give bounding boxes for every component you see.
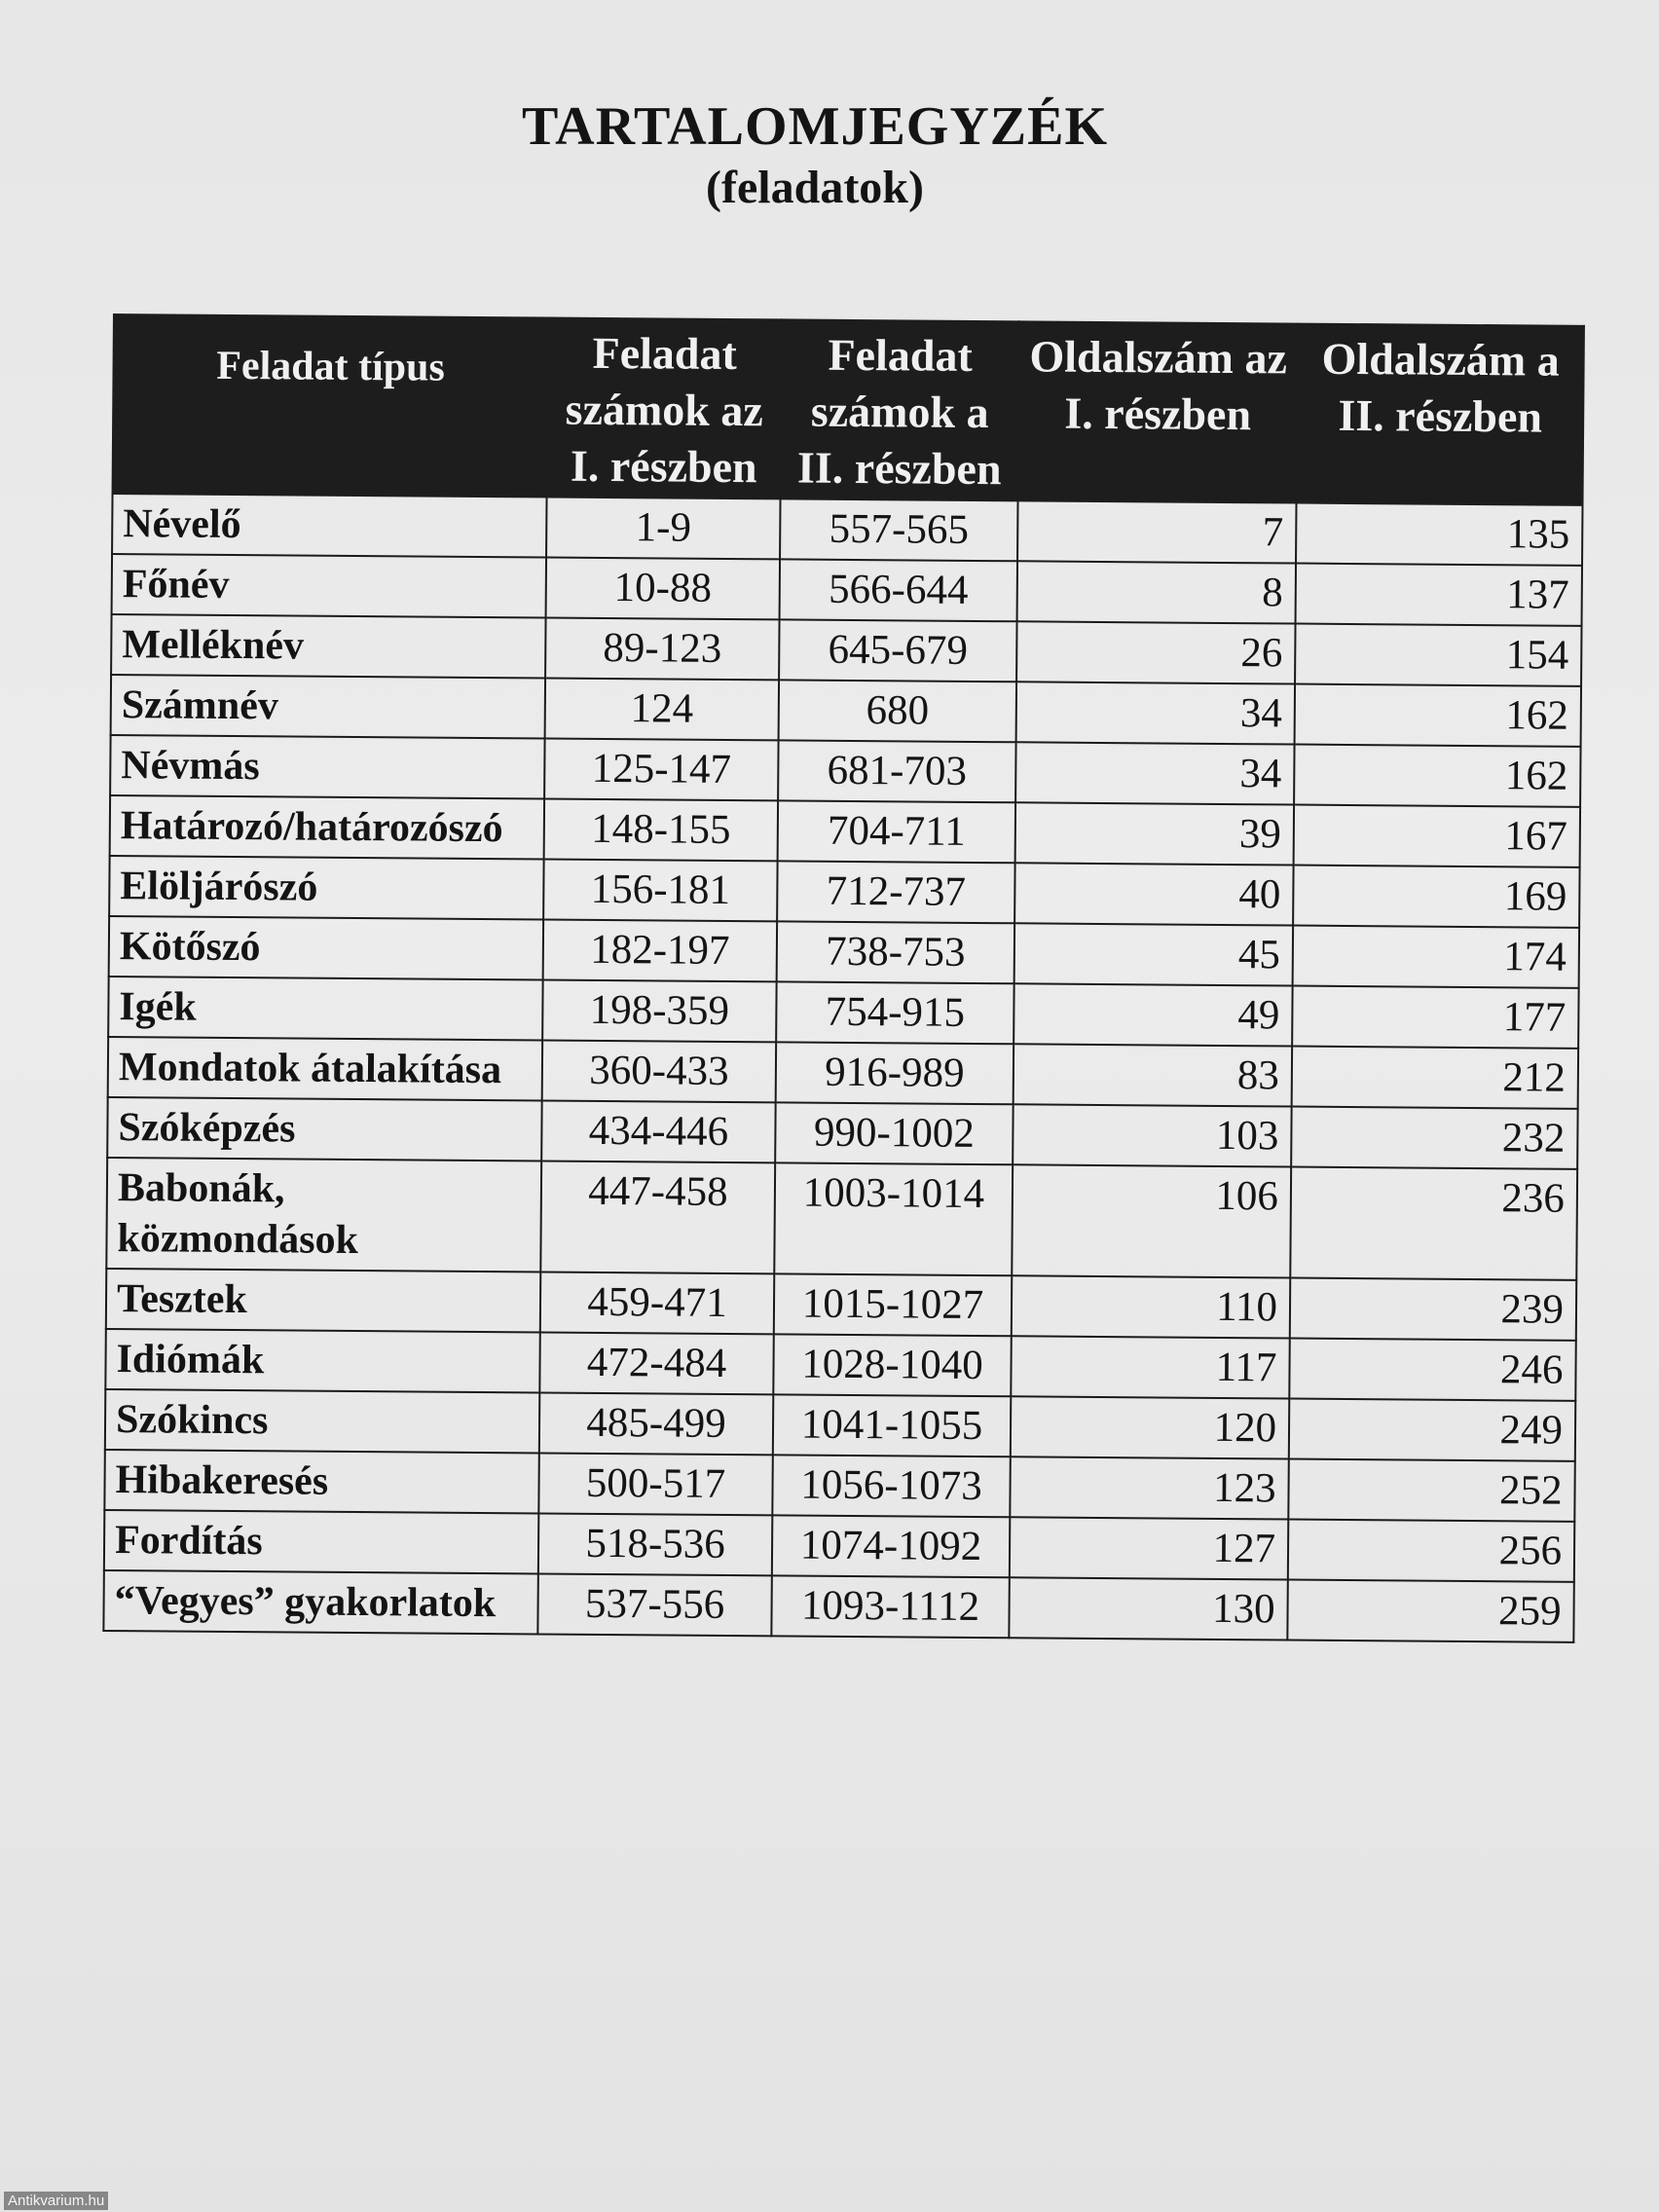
cell-task-type: Melléknév — [111, 614, 545, 679]
cell-page-part-2: 135 — [1296, 503, 1582, 566]
watermark: Antikvarium.hu — [4, 2192, 108, 2210]
table-row — [104, 1510, 1574, 1582]
cell-page-part-1: 45 — [1014, 923, 1293, 985]
cell-tasks-part-2: 1056-1073 — [772, 1455, 1010, 1517]
cell-tasks-part-2: 704-711 — [778, 800, 1015, 863]
cell-page-part-2: 249 — [1289, 1399, 1575, 1461]
cell-page-part-1: 120 — [1011, 1396, 1289, 1458]
cell-page-part-1: 34 — [1015, 742, 1294, 804]
cell-tasks-part-2: 1074-1092 — [772, 1515, 1010, 1577]
cell-page-part-1: 7 — [1017, 500, 1296, 563]
cell-page-part-2: 232 — [1291, 1107, 1577, 1169]
page-subtitle: (feladatok) — [706, 162, 924, 213]
cell-tasks-part-1: 537-556 — [537, 1573, 771, 1636]
cell-page-part-2: 259 — [1287, 1580, 1573, 1642]
cell-tasks-part-1: 89-123 — [545, 618, 779, 681]
table-row — [111, 614, 1581, 686]
cell-page-part-2: 177 — [1292, 986, 1578, 1049]
table-row — [109, 856, 1579, 928]
cell-tasks-part-1: 156-181 — [543, 859, 777, 921]
cell-tasks-part-1: 434-446 — [541, 1100, 775, 1162]
cell-task-type: Számnév — [111, 675, 545, 739]
cell-tasks-part-2: 712-737 — [777, 861, 1014, 923]
cell-tasks-part-2: 557-565 — [780, 498, 1017, 561]
table-row — [110, 735, 1580, 807]
table-row — [103, 1570, 1573, 1642]
cell-tasks-part-2: 566-644 — [780, 559, 1017, 621]
cell-page-part-1: 130 — [1009, 1577, 1287, 1640]
cell-page-part-1: 123 — [1010, 1456, 1288, 1519]
cell-tasks-part-1: 125-147 — [544, 738, 778, 800]
cell-tasks-part-2: 681-703 — [778, 740, 1015, 802]
cell-task-type: Szókincs — [105, 1389, 539, 1454]
cell-tasks-part-1: 485-499 — [539, 1392, 773, 1455]
cell-tasks-part-1: 198-359 — [542, 979, 776, 1042]
cell-task-type: Mondatok átalakítása — [108, 1037, 542, 1101]
cell-page-part-2: 252 — [1288, 1459, 1574, 1522]
cell-page-part-2: 154 — [1295, 624, 1581, 686]
header-page-part-1: Oldalszám az I. részben — [1018, 321, 1298, 502]
cell-page-part-1: 83 — [1014, 1044, 1292, 1106]
cell-page-part-2: 162 — [1294, 745, 1580, 807]
cell-task-type: Szóképzés — [107, 1097, 541, 1161]
cell-task-type: Elöljárószó — [109, 856, 543, 920]
cell-page-part-1: 34 — [1016, 682, 1295, 744]
cell-tasks-part-2: 1003-1014 — [774, 1162, 1013, 1275]
header-tasks-part-1: Feladat számok az I. részben — [547, 318, 782, 499]
cell-page-part-1: 40 — [1014, 863, 1293, 925]
cell-page-part-2: 162 — [1295, 684, 1581, 747]
cell-page-part-2: 167 — [1294, 805, 1580, 867]
table-row — [105, 1329, 1575, 1401]
cell-tasks-part-1: 459-471 — [540, 1272, 774, 1334]
cell-task-type: Tesztek — [106, 1269, 540, 1333]
cell-page-part-2: 137 — [1296, 564, 1582, 626]
cell-tasks-part-2: 1093-1112 — [771, 1575, 1009, 1638]
table-row — [111, 675, 1581, 747]
toc-table — [102, 313, 1585, 1643]
cell-page-part-1: 39 — [1015, 802, 1294, 865]
cell-tasks-part-2: 1028-1040 — [773, 1334, 1011, 1396]
cell-task-type: Igék — [108, 977, 542, 1041]
cell-page-part-1: 49 — [1014, 983, 1292, 1046]
cell-tasks-part-2: 990-1002 — [775, 1102, 1013, 1164]
cell-page-part-1: 117 — [1011, 1336, 1289, 1398]
cell-page-part-2: 256 — [1288, 1520, 1574, 1582]
table-row — [112, 554, 1582, 626]
cell-tasks-part-1: 447-458 — [540, 1161, 775, 1273]
cell-task-type: Névelő — [112, 494, 546, 558]
cell-tasks-part-1: 500-517 — [538, 1453, 772, 1515]
toc-table-body — [103, 494, 1582, 1642]
table-row — [110, 795, 1580, 867]
cell-task-type: Babonák, közmondások — [106, 1158, 541, 1272]
cell-tasks-part-2: 1015-1027 — [774, 1273, 1012, 1336]
header-row — [113, 314, 1584, 505]
table-row — [108, 1037, 1578, 1109]
cell-page-part-2: 246 — [1289, 1339, 1575, 1401]
cell-tasks-part-1: 518-536 — [538, 1513, 772, 1575]
header-page-part-2: Oldalszám a II. részben — [1297, 324, 1584, 505]
header-task-type: Feladat típus — [113, 314, 548, 497]
cell-tasks-part-2: 645-679 — [779, 619, 1016, 682]
cell-page-part-2: 236 — [1290, 1167, 1577, 1280]
table-row — [107, 1097, 1577, 1169]
cell-page-part-1: 103 — [1013, 1104, 1291, 1166]
cell-tasks-part-1: 124 — [545, 678, 779, 740]
cell-tasks-part-1: 10-88 — [546, 558, 780, 620]
cell-task-type: Határozó/határozószó — [110, 795, 544, 860]
cell-tasks-part-1: 1-9 — [546, 498, 780, 560]
cell-tasks-part-2: 754-915 — [776, 981, 1014, 1044]
table-row — [106, 1269, 1576, 1341]
cell-task-type: Főnév — [112, 554, 546, 618]
cell-tasks-part-1: 360-433 — [542, 1040, 776, 1102]
table-row — [105, 1389, 1575, 1461]
cell-tasks-part-1: 148-155 — [544, 798, 778, 861]
cell-task-type: Kötőszó — [109, 916, 543, 980]
cell-tasks-part-2: 680 — [779, 680, 1016, 742]
cell-page-part-2: 212 — [1292, 1047, 1578, 1109]
cell-page-part-1: 8 — [1017, 561, 1296, 623]
cell-task-type: “Vegyes” gyakorlatok — [103, 1570, 537, 1635]
toc-table-wrapper — [102, 313, 1583, 1643]
table-row — [106, 1158, 1577, 1280]
page-title: TARTALOMJEGYZÉK — [521, 96, 1109, 157]
cell-task-type: Névmás — [110, 735, 544, 799]
cell-tasks-part-2: 1041-1055 — [773, 1394, 1011, 1456]
cell-page-part-1: 106 — [1012, 1164, 1291, 1277]
cell-page-part-2: 239 — [1290, 1278, 1576, 1341]
cell-tasks-part-1: 472-484 — [539, 1332, 773, 1394]
cell-page-part-2: 174 — [1293, 926, 1579, 988]
header-tasks-part-2: Feladat számok a II. részben — [781, 319, 1019, 500]
table-row — [112, 494, 1582, 566]
cell-page-part-1: 127 — [1010, 1517, 1288, 1579]
cell-task-type: Hibakeresés — [104, 1450, 538, 1514]
toc-table-header — [113, 314, 1584, 505]
title-block — [0, 95, 1659, 216]
table-row — [109, 916, 1579, 988]
cell-page-part-1: 110 — [1012, 1275, 1290, 1338]
cell-task-type: Idiómák — [105, 1329, 539, 1393]
cell-page-part-2: 169 — [1293, 866, 1579, 928]
cell-tasks-part-2: 916-989 — [776, 1042, 1014, 1104]
cell-task-type: Fordítás — [104, 1510, 538, 1574]
cell-page-part-1: 26 — [1016, 621, 1295, 683]
cell-tasks-part-2: 738-753 — [777, 921, 1014, 983]
cell-tasks-part-1: 182-197 — [543, 919, 777, 981]
